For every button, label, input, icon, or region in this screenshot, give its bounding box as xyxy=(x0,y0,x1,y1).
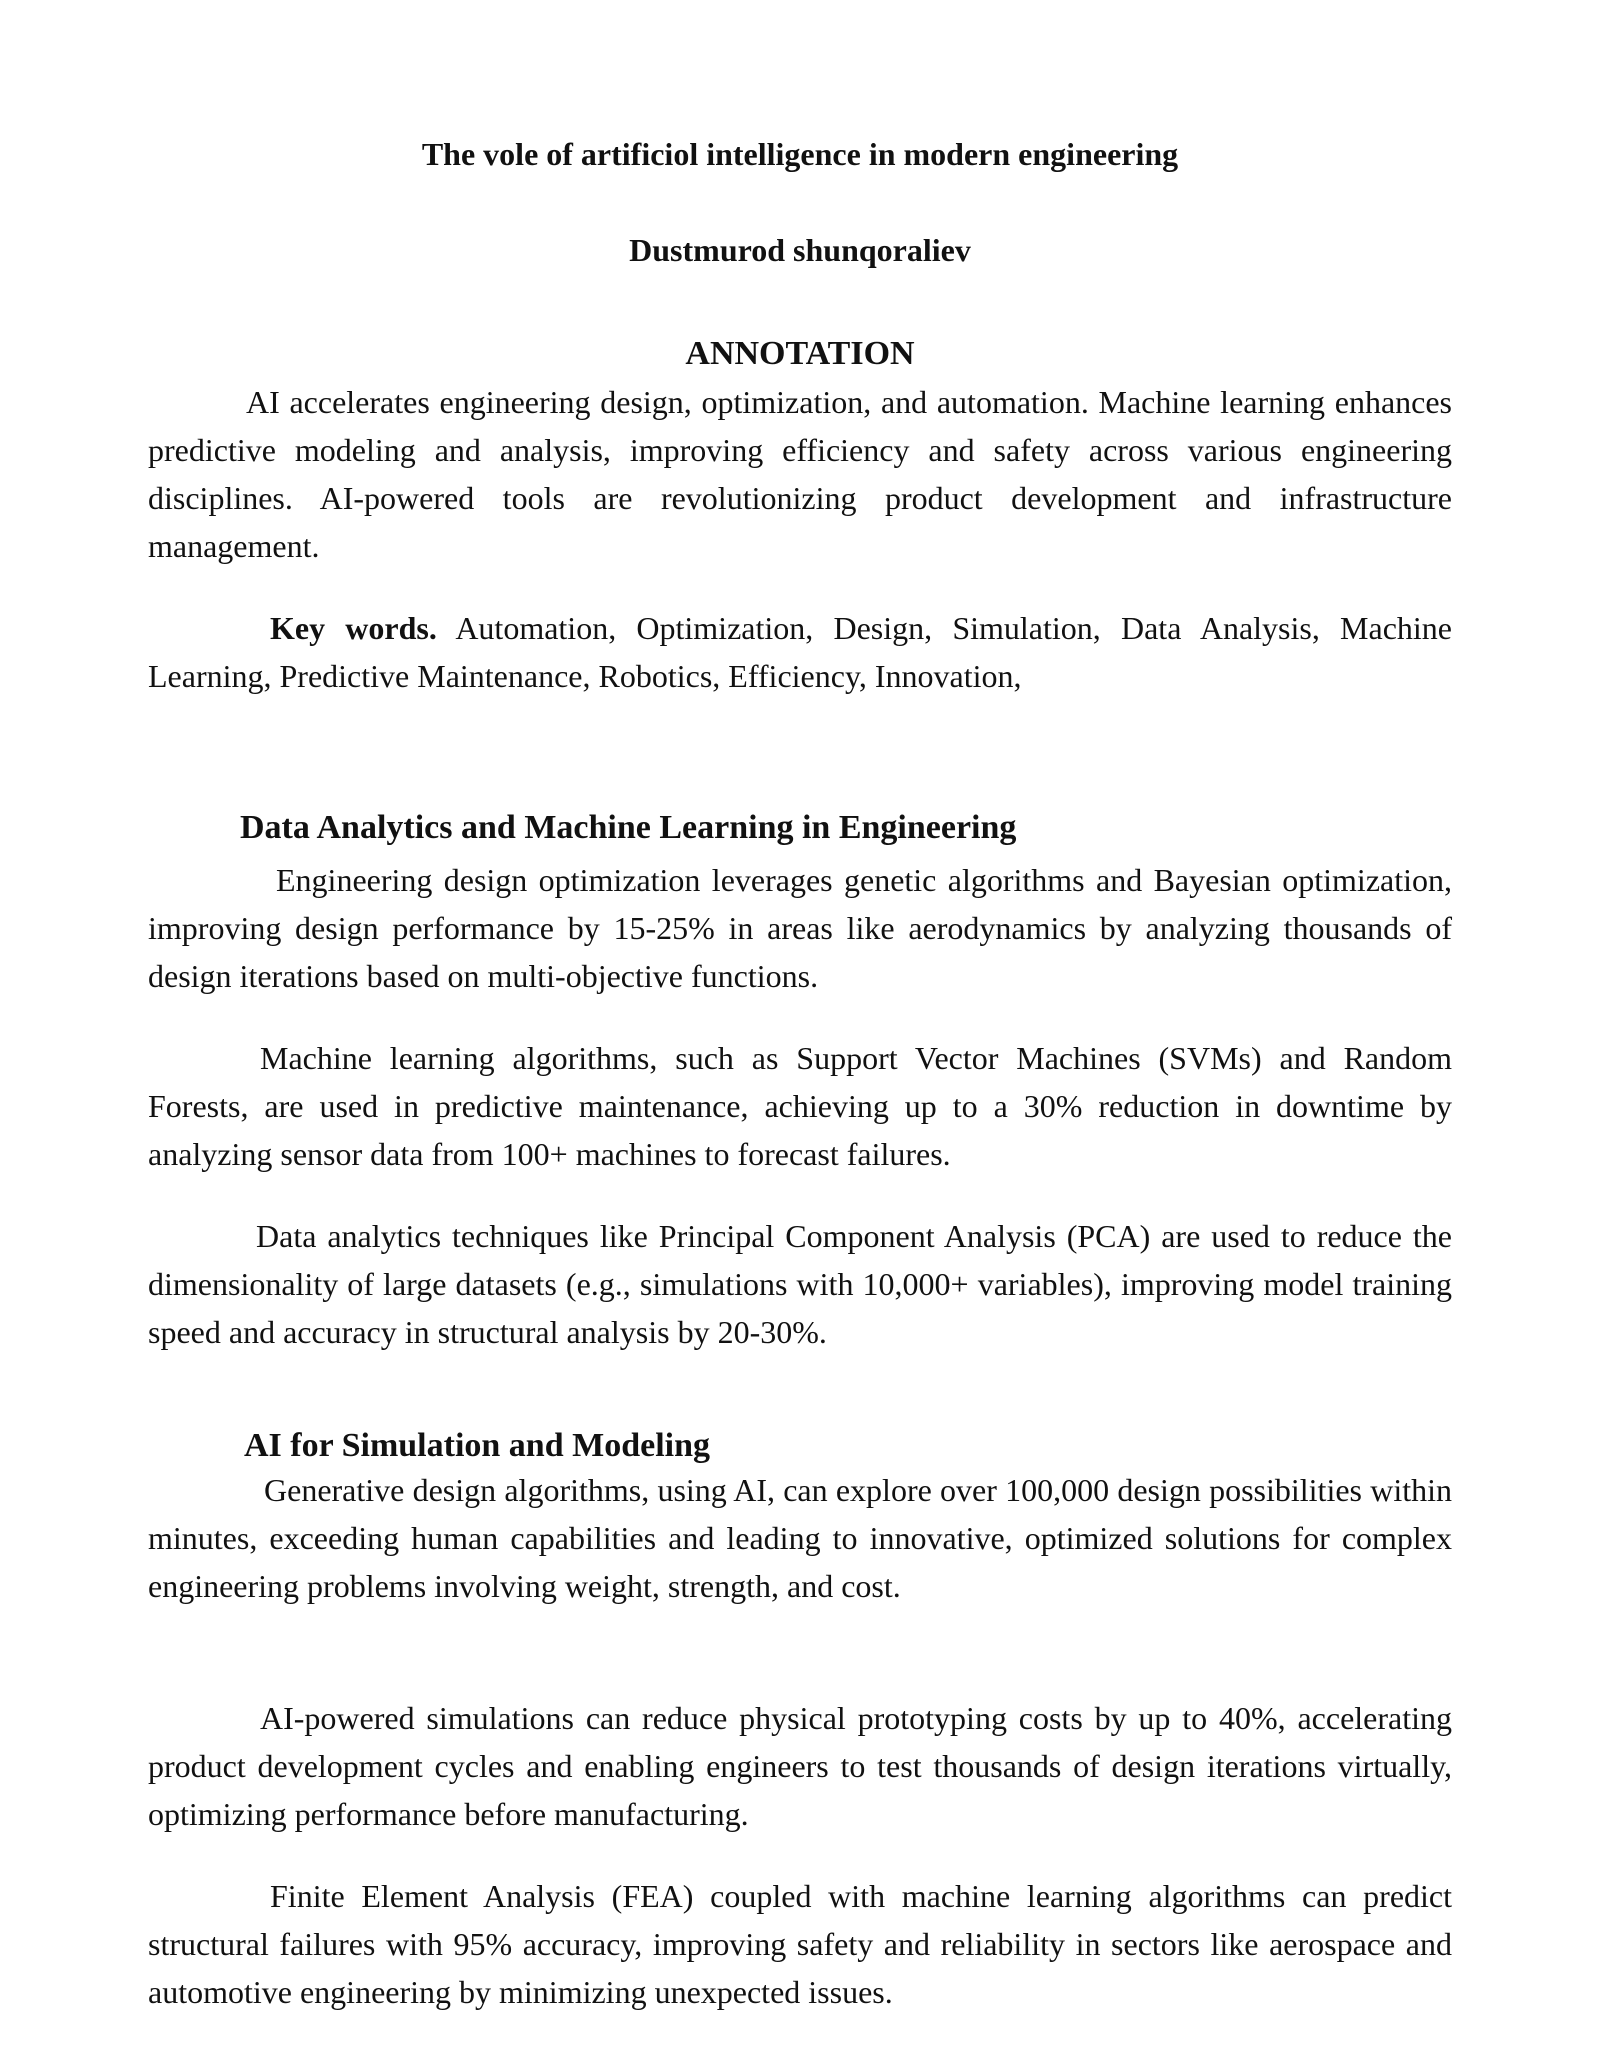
annotation-text: AI accelerates engineering design, optimization, and automation. Machine learning enhances predictive modeling and analysis, improving efficiency and safety across various engineering disciplines. AI-powered tools are revolutionizing product development and infrastructure management. xyxy=(148,384,1452,564)
section1-paragraph: Data analytics techniques like Principal Component Analysis (PCA) are used to reduce the dimensionality of large datasets (e.g., simulations with 10,000+ variables), improving model training speed and accuracy in structural analysis by 20-30%. xyxy=(148,1218,1452,1350)
keywords-text: Automation, Optimization, Design, Simulation, Data Analysis, Machine Learning, Predictive Maintenance, Robotics, Efficiency, Innovation, xyxy=(148,610,1453,694)
paper-title: The vole of artificiol intelligence in modern engineering xyxy=(421,136,1179,172)
section2-heading: AI for Simulation and Modeling xyxy=(244,1427,711,1464)
section1-paragraph: Engineering design optimization leverages genetic algorithms and Bayesian optimization, improving design performance by 15-25% in areas like aerodynamics by analyzing thousands of design iterations based on multi-objective functions. xyxy=(148,862,1452,994)
keywords-label: Key words. xyxy=(270,610,437,646)
author-name: Dustmurod shunqoraliev xyxy=(629,232,971,268)
section2-paragraph: Finite Element Analysis (FEA) coupled with machine learning algorithms can predict structural failures with 95% accuracy, improving safety and reliability in sectors like aerospace and automotive engineering by minimizing unexpected issues. xyxy=(148,1878,1452,2010)
annotation-heading: ANNOTATION xyxy=(685,335,915,372)
section2-paragraph: Generative design algorithms, using AI, can explore over 100,000 design possibilities within minutes, exceeding human capabilities and leading to innovative, optimized solutions for complex engineering problems involving weight, strength, and cost. xyxy=(148,1472,1452,1604)
section1-heading: Data Analytics and Machine Learning in Engineering xyxy=(240,809,1017,846)
section2-paragraph: AI-powered simulations can reduce physical prototyping costs by up to 40%, accelerating product development cycles and enabling engineers to test thousands of design iterations virtually, optimizing performance before manufacturing. xyxy=(148,1700,1452,1832)
section1-paragraph: Machine learning algorithms, such as Support Vector Machines (SVMs) and Random Forests, are used in predictive maintenance, achieving up to a 30% reduction in downtime by analyzing sensor data from 100+ machines to forecast failures. xyxy=(148,1040,1452,1172)
keywords-paragraph xyxy=(148,604,1452,700)
